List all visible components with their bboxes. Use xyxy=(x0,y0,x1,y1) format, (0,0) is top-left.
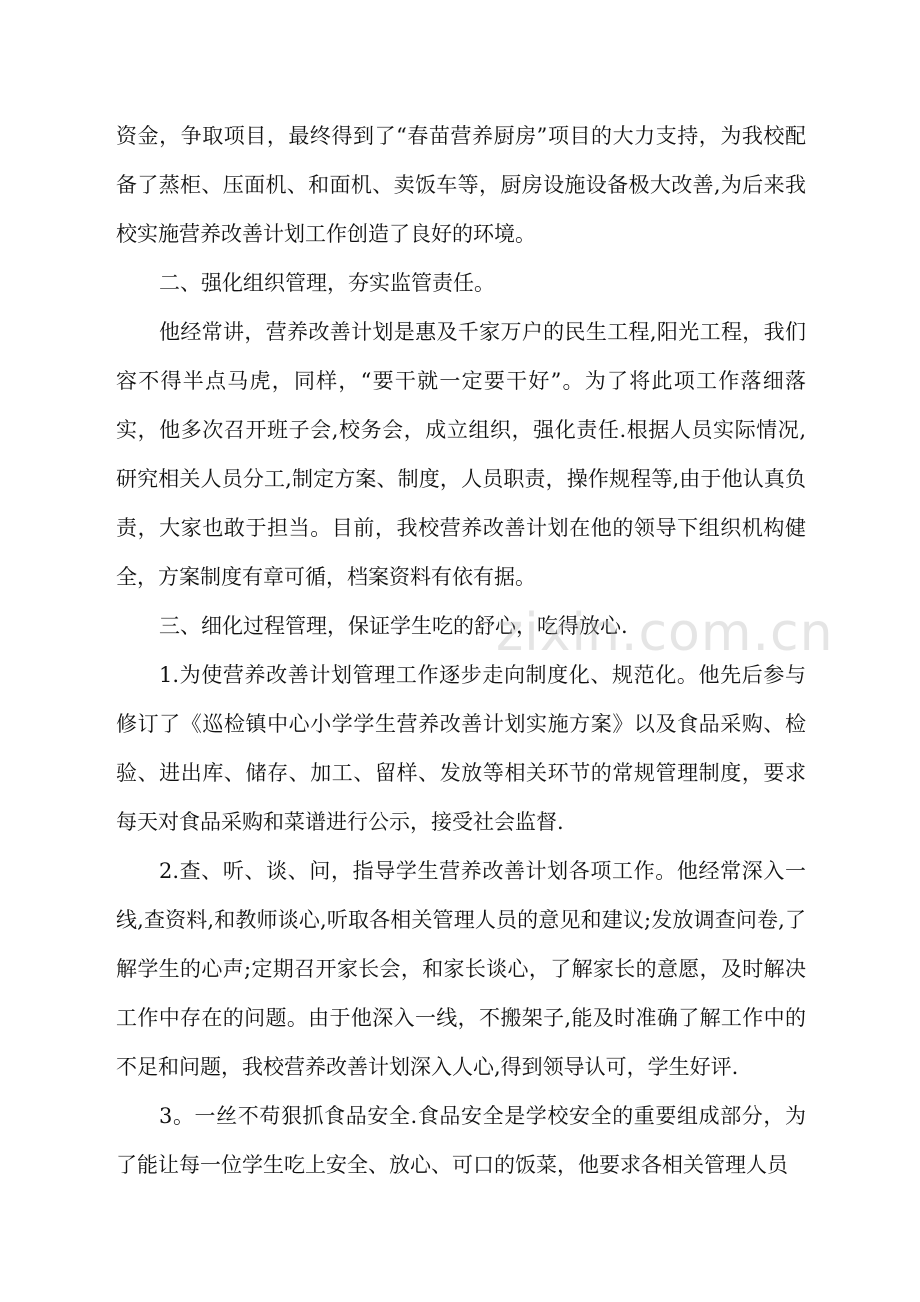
paragraph-item-2: 2.查、听、谈、问，指导学生营养改善计划各项工作。他经常深入一线,查资料,和教师谈心,听取各相关管理人员的意见和建议;发放调查问卷,了解学生的心声;定期召开家长会，和家长谈心，了解家长的意愿，及时解决工作中存在的问题。由于他深入一线，不搬架子,能及时准确了解工作中的不足和问题，我校营养改善计划深入人心,得到领导认可，学生好评. xyxy=(116,859,806,1079)
heading-section-two: 二、强化组织管理，夯实监管责任。 xyxy=(159,271,495,295)
site-watermark: zixin.com.cn xyxy=(496,603,834,663)
paragraph-funding: 资金，争取项目，最终得到了“春苗营养厨房”项目的大力支持，为我校配备了蒸柜、压面机、和面机、卖饭车等，厨房设施设备极大改善,为后来我校实施营养改善计划工作创造了良好的环境。 xyxy=(116,124,806,246)
paragraph-item-3: 3。一丝不苟狠抓食品安全.食品安全是学校安全的重要组成部分，为了能让每一位学生吃上安全、放心、可口的饭菜，他要求各相关管理人员 xyxy=(116,1104,806,1177)
paragraph-organization: 他经常讲，营养改善计划是惠及千家万户的民生工程,阳光工程，我们容不得半点马虎，同样，“要干就一定要干好”。为了将此项工作落细落实，他多次召开班子会,校务会，成立组织，强化责任.根据人员实际情况,研究相关人员分工,制定方案、制度，人员职责，操作规程等,由于他认真负责，大家也敢于担当。目前，我校营养改善计划在他的领导下组织机构健全，方案制度有章可循，档案资料有依有据。 xyxy=(116,320,806,589)
heading-section-three: 三、细化过程管理，保证学生吃的舒心，吃得放心. xyxy=(159,614,628,638)
paragraph-item-1: 1.为使营养改善计划管理工作逐步走向制度化、规范化。他先后参与修订了《巡检镇中心小学学生营养改善计划实施方案》以及食品采购、检验、进出库、储存、加工、留样、发放等相关环节的常规管理制度，要求每天对食品采购和菜谱进行公示，接受社会监督. xyxy=(116,663,806,834)
